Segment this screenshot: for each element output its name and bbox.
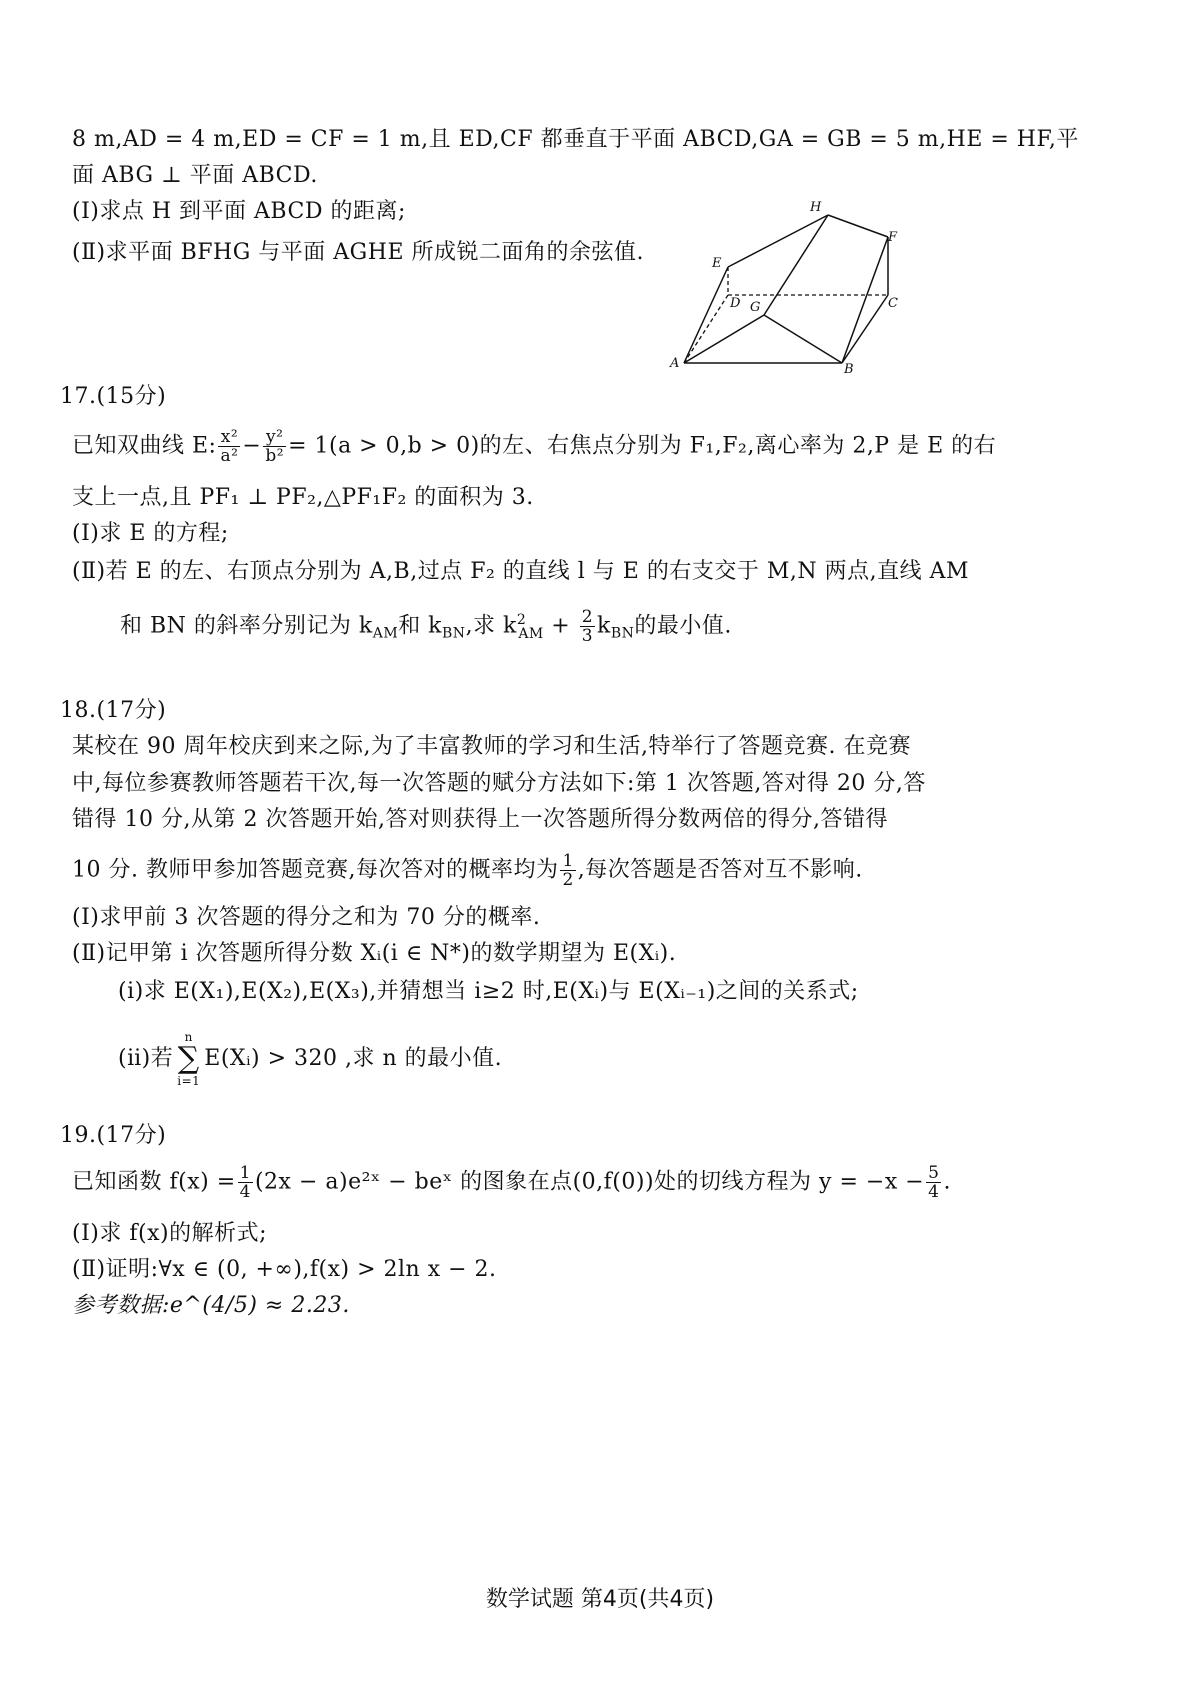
label-A: A <box>670 356 680 371</box>
label-G: G <box>750 300 761 315</box>
geometry-figure <box>664 195 904 375</box>
q17-frac2-den: b² <box>265 446 285 466</box>
q17-frac1 <box>218 428 240 465</box>
q16-part1: (Ⅰ)求点 H 到平面 ABCD 的距离; <box>72 199 406 224</box>
q17-l1-pre: 已知双曲线 E: <box>72 433 217 459</box>
q19-l1-end: . <box>943 1169 951 1195</box>
q18-sub2 <box>118 1030 502 1088</box>
q18-sub2-pre: (ⅱ)若 <box>118 1046 174 1071</box>
label-D: D <box>730 296 741 311</box>
q17-line1 <box>72 428 996 465</box>
label-E: E <box>712 256 722 271</box>
q18-frac-den: 2 <box>562 870 574 890</box>
q17-ask: ,求 k <box>465 613 517 639</box>
q17-k: k <box>597 613 611 639</box>
q19-line1 <box>72 1164 951 1201</box>
q17-plus: + <box>543 613 578 639</box>
q16-part2: (Ⅱ)求平面 BFHG 与平面 AGHE 所成锐二面角的余弦值. <box>72 240 644 265</box>
q18-frac-num: 1 <box>562 851 574 871</box>
q17-sup2: 2 <box>516 612 527 628</box>
q17-minus: − <box>242 433 262 459</box>
q17-l1-post: = 1(a > 0,b > 0)的左、右焦点分别为 F₁,F₂,离心率为 2,P 是 E 的右 <box>288 433 997 459</box>
q17-frac3-num: 2 <box>581 606 594 627</box>
q18-sum-top: n <box>184 1030 193 1044</box>
label-H: H <box>810 200 822 215</box>
q19-header: 19.(17分) <box>60 1123 167 1148</box>
label-C: C <box>888 296 898 311</box>
q18-frac <box>560 852 575 889</box>
q17-frac2-num: y² <box>263 428 286 447</box>
q19-part1: (Ⅰ)求 f(x)的解析式; <box>72 1221 267 1246</box>
q17-part2-line1: (Ⅱ)若 E 的左、右顶点分别为 A,B,过点 F₂ 的直线 l 与 E 的右支交于 M,N 两点,直线 AM <box>72 559 969 584</box>
q18-l4-pre: 10 分. 教师甲参加答题竞赛,每次答对的概率均为 <box>72 857 559 883</box>
q17-sub-am2: AM <box>518 625 544 642</box>
q19-frac1 <box>238 1164 253 1201</box>
page-footer: 数学试题 第4页(共4页) <box>485 1587 715 1612</box>
q19-part2: (Ⅱ)证明:∀x ∈ (0, +∞),f(x) > 2ln x − 2. <box>72 1257 497 1282</box>
q19-l1-pre: 已知函数 f(x) = <box>72 1169 236 1195</box>
q17-frac3-den: 3 <box>581 625 594 646</box>
q18-l4-post: ,每次答题是否答对互不影响. <box>577 857 863 883</box>
q19-reference-data: 参考数据:e^(4/5) ≈ 2.23. <box>72 1293 350 1318</box>
label-B: B <box>844 362 854 375</box>
q17-tail: 的最小值. <box>634 613 732 639</box>
label-F: F <box>888 230 898 245</box>
q17-p2-pre: 和 BN 的斜率分别记为 k <box>120 613 373 639</box>
q18-part2: (Ⅱ)记甲第 i 次答题所得分数 Xᵢ(i ∈ N*)的数学期望为 E(Xᵢ). <box>72 941 677 966</box>
q18-sub2-post: E(Xᵢ) > 320 ,求 n 的最小值. <box>204 1046 503 1071</box>
q17-header: 17.(15分) <box>60 384 167 409</box>
q18-sum <box>177 1030 200 1088</box>
q18-line1: 某校在 90 周年校庆到来之际,为了丰富教师的学习和生活,特举行了答题竞赛. 在竞赛 <box>72 734 911 759</box>
q18-line2: 中,每位参赛教师答题若干次,每一次答题的赋分方法如下:第 1 次答题,答对得 20 分,答 <box>72 771 926 796</box>
q17-frac1-den: a² <box>220 446 239 466</box>
q17-frac3 <box>580 608 595 645</box>
q16-line2: 面 ABG ⊥ 平面 ABCD. <box>72 163 318 188</box>
q19-frac2-num: 5 <box>928 1163 940 1183</box>
q18-line3: 错得 10 分,从第 2 次答题开始,答对则获得上一次答题所得分数两倍的得分,答错得 <box>72 807 888 832</box>
q16-line1: 8 m,AD = 4 m,ED = CF = 1 m,且 ED,CF 都垂直于平面 ABCD,GA = GB = 5 m,HE = HF,平 <box>72 127 1079 152</box>
q17-frac2 <box>263 428 286 465</box>
q17-sub-bn: BN <box>442 625 466 642</box>
q17-and: 和 k <box>398 613 443 639</box>
q18-sub1: (ⅰ)求 E(X₁),E(X₂),E(X₃),并猜想当 i≥2 时,E(Xᵢ)与 E(Xᵢ₋₁)之间的关系式; <box>118 979 859 1004</box>
q17-part1: (Ⅰ)求 E 的方程; <box>72 521 229 546</box>
q19-l1-mid: (2x − a)e²ˣ − beˣ 的图象在点(0,f(0))处的切线方程为 y = −x − <box>254 1169 925 1195</box>
q18-header: 18.(17分) <box>60 698 167 723</box>
q19-frac2 <box>926 1164 941 1201</box>
q17-part2-line2 <box>120 606 732 648</box>
q17-line2: 支上一点,且 PF₁ ⊥ PF₂,△PF₁F₂ 的面积为 3. <box>72 485 534 510</box>
q17-frac1-num: x² <box>218 428 240 447</box>
q18-line4 <box>72 852 863 889</box>
q18-part1: (Ⅰ)求甲前 3 次答题的得分之和为 70 分的概率. <box>72 905 541 930</box>
q18-sum-sigma: ∑ <box>177 1041 200 1076</box>
q17-sub-bn2: BN <box>610 625 635 642</box>
q18-sum-bottom: i=1 <box>177 1074 201 1088</box>
q19-frac2-den: 4 <box>928 1182 940 1202</box>
q19-frac1-num: 1 <box>239 1163 251 1183</box>
q19-frac1-den: 4 <box>239 1182 251 1202</box>
q17-sub-am: AM <box>372 625 399 642</box>
